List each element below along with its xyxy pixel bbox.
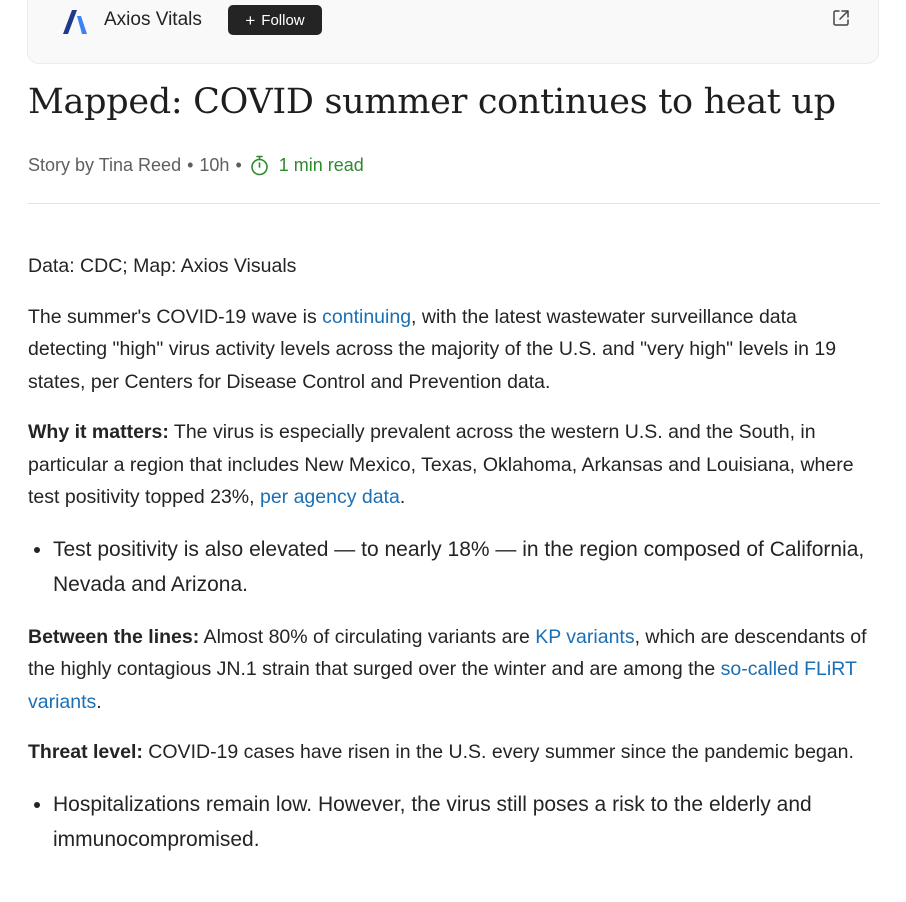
paragraph-text: Almost 80% of circulating variants are [199,625,536,648]
byline-separator: • [187,155,194,175]
paragraph-text: , which are descendants of the highly contagious JN.1 strain that surged over the winter and are among the [28,625,867,680]
byline-age: 10h [199,155,230,175]
axios-logo-icon[interactable] [60,8,88,36]
paragraph-text: . [96,690,102,713]
paragraph-text: The virus is especially prevalent across the western U.S. and the South, in particular a region that includes New Mexico, Texas, Oklahoma, Arkansas and Louisiana, where test positivity topped 23%, [28,421,854,508]
read-time [250,155,364,176]
paragraph-label: Why it matters: [28,421,169,443]
bullet-list [28,532,880,603]
paragraph-text: The summer's COVID-19 wave is [28,305,323,328]
paragraph [28,621,880,719]
article-headline: Mapped: COVID summer continues to heat up [28,82,836,122]
publisher-name[interactable]: Axios Vitals [104,9,202,30]
article-body [28,250,880,876]
paragraph-text: . [399,486,406,508]
paragraph [28,301,880,399]
byline [28,155,364,176]
image-credit: Data: CDC; Map: Axios Visuals [28,255,297,277]
plus-icon: + [245,10,256,30]
link-kp-variants[interactable]: KP variants [535,625,635,648]
stopwatch-icon [250,155,269,176]
paragraph-text: , with the latest wastewater surveillance data detecting "high" virus activity levels across the majority of the U.S. and "very high" levels in 19 states, per Centers for Disease Control and Prevention data. [28,305,837,393]
bullet-list [28,787,880,858]
byline-author[interactable]: Story by Tina Reed [28,155,182,175]
byline-separator: • [235,155,242,175]
list-item: • Hospitalizations remain low. However, the virus still poses a risk to the elderly and immunocompromised. [53,787,880,858]
paragraph [28,416,880,514]
paragraph [28,736,880,769]
follow-button[interactable] [228,5,322,35]
list-item: • Test positivity is also elevated — to nearly 18% — in the region composed of California, Nevada and Arizona. [53,532,880,603]
link-flirt-variants[interactable]: so-called FLiRT variants [28,658,857,713]
divider [28,203,880,204]
read-time-label: 1 min read [278,155,364,175]
publisher-bar [27,0,879,64]
follow-label: Follow [261,11,305,29]
paragraph-label: Threat level: [28,741,143,763]
link-per-agency-data[interactable]: per agency data [259,486,400,508]
open-external-icon[interactable] [831,8,851,28]
paragraph-text: COVID-19 cases have risen in the U.S. every summer since the pandemic began. [142,741,854,763]
paragraph-label: Between the lines: [28,625,200,648]
link-continuing[interactable]: continuing [322,305,412,328]
